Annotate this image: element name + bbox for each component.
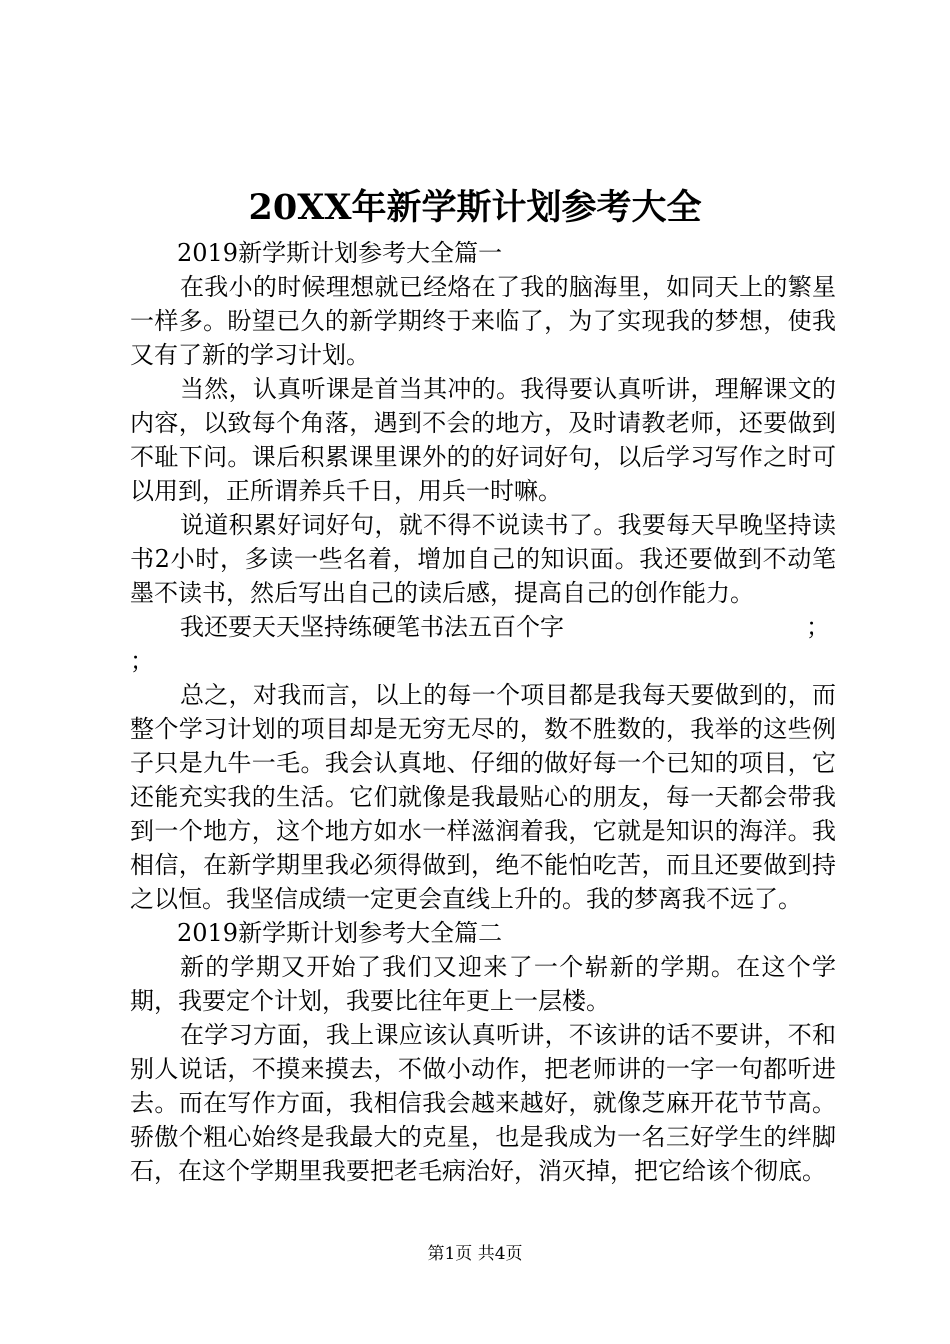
semicolon-line: ；	[130, 647, 154, 675]
paragraph: 新的学期又开始了我们又迎来了一个崭新的学期。在这个学期，我要定个计划，我要比往年更上一层楼。	[130, 953, 836, 1015]
paragraph: 在我小的时候理想就已经烙在了我的脑海里，如同天上的繁星一样多。盼望已久的新学期终于来临了，为了实现我的梦想，使我又有了新的学习计划。	[130, 273, 836, 369]
calligraphy-text: 我还要天天坚持练硬笔书法五百个字	[180, 613, 564, 641]
paragraph: 总之，对我而言，以上的每一个项目都是我每天要做到的，而整个学习计划的项目却是无穷无尽的，数不胜数的，我举的这些例子只是九牛一毛。我会认真地、仔细的做好每一个已知的项目，它还能充实我的生活。它们就像是我最贴心的朋友，每一天都会带我到一个地方，这个地方如水一样滋润着我，它就是知识的海洋。我相信，在新学期里我必须得做到，绝不能怕吃苦，而且还要做到持之以恒。我坚信成绩一定更会直线上升的。我的梦离我不远了。	[130, 681, 836, 913]
page-footer: 第1页 共4页	[427, 1244, 523, 1264]
paragraph: 说道积累好词好句，就不得不说读书了。我要每天早晚坚持读书2小时，多读一些名着，增加自己的知识面。我还要做到不动笔墨不读书，然后写出自己的读后感，提高自己的创作能力。	[130, 511, 836, 607]
document-body	[130, 236, 836, 1188]
section-heading-1: 2019新学斯计划参考大全篇一	[177, 239, 503, 267]
document-title: 20XX年新学斯计划参考大全	[248, 187, 702, 228]
paragraph: 在学习方面，我上课应该认真听讲，不该讲的话不要讲，不和别人说话，不摸来摸去，不做小动作，把老师讲的一字一句都听进去。而在写作方面，我相信我会越来越好，就像芝麻开花节节高。骄傲个粗心始终是我最大的克星，也是我成为一名三好学生的绊脚石，在这个学期里我要把老毛病治好，消灭掉，把它给该个彻底。	[130, 1021, 836, 1185]
trailing-semicolon: ；	[806, 613, 830, 641]
section-heading-2: 2019新学斯计划参考大全篇二	[177, 919, 503, 947]
paragraph: 当然，认真听课是首当其冲的。我得要认真听讲，理解课文的内容，以致每个角落，遇到不会的地方，及时请教老师，还要做到不耻下问。课后积累课里课外的的好词好句，以后学习写作之时可以用到，正所谓养兵千日，用兵一时嘛。	[130, 375, 836, 505]
paragraph-calligraphy	[130, 610, 836, 644]
